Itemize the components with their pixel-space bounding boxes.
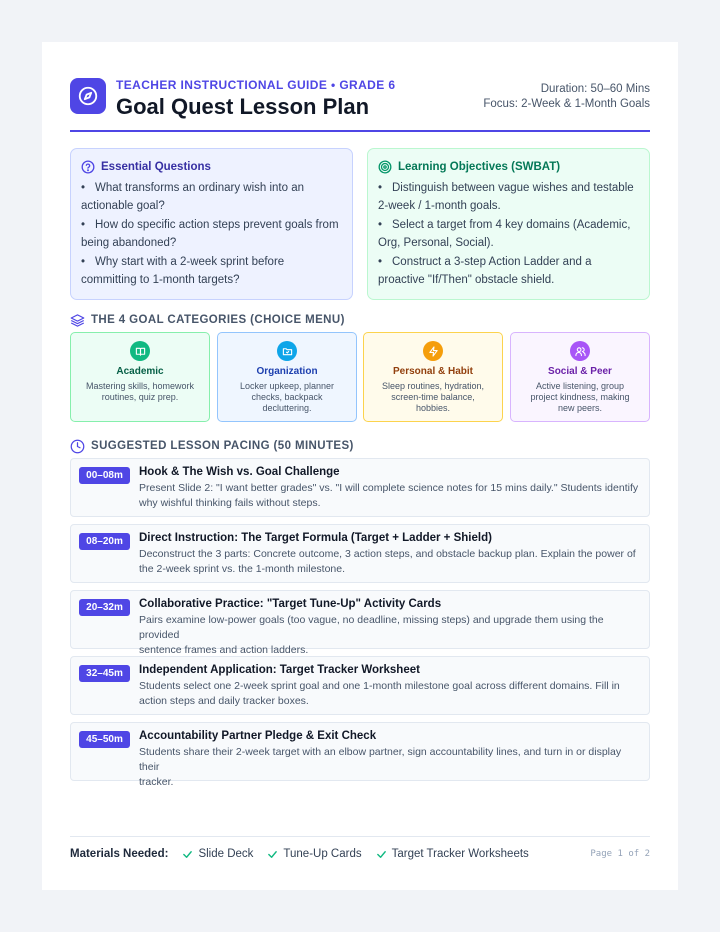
objective-text: Select a target from 4 key domains (Academic, Org, Personal, Social). — [378, 219, 631, 249]
description-line: hobbies. — [415, 403, 451, 413]
category-description — [71, 381, 209, 403]
category-description — [218, 381, 356, 414]
pacing-heading — [70, 438, 354, 454]
header-divider — [70, 130, 650, 132]
material-item — [182, 848, 253, 860]
learning-objectives-heading — [378, 159, 639, 175]
description-line: Deconstruct the 3 parts: Concrete outcome, 3 action steps, and obstacle backup plan. Explain the power of — [139, 548, 636, 560]
pacing-item-description — [139, 613, 643, 658]
clock-icon — [70, 439, 85, 454]
material-label: Slide Deck — [198, 848, 254, 860]
description-line: why wishful thinking fails without steps. — [139, 497, 321, 509]
description-line: new peers. — [557, 403, 603, 413]
description-line: project kindness, making — [530, 392, 630, 402]
material-label: Target Tracker Worksheets — [391, 848, 529, 860]
objective-text: Construct a 3-step Action Ladder and a proactive "If/Then" obstacle shield. — [378, 256, 592, 286]
description-line: tracker. — [139, 776, 174, 788]
pacing-item-title: Hook & The Wish vs. Goal Challenge — [139, 466, 340, 478]
category-card-social-peer — [510, 332, 650, 422]
description-line: Mastering skills, homework — [85, 381, 195, 391]
pacing-item — [70, 458, 650, 517]
list-item: • Distinguish between vague wishes and testable 2-week / 1-month goals. — [378, 182, 634, 212]
essential-questions-list — [81, 179, 342, 289]
pacing-item-title: Accountability Partner Pledge & Exit Check — [139, 730, 377, 742]
pacing-item — [70, 656, 650, 715]
time-badge: 08–20m — [79, 533, 130, 550]
folder-icon — [277, 341, 297, 361]
description-line: Active listening, group — [535, 381, 625, 391]
target-icon — [378, 160, 392, 174]
category-name: Personal & Habit — [392, 366, 474, 377]
list-item: • How do specific action steps prevent goals from being abandoned? — [81, 219, 339, 249]
users-icon — [570, 341, 590, 361]
objective-text: Distinguish between vague wishes and testable 2-week / 1-month goals. — [378, 182, 634, 212]
time-badge: 45–50m — [79, 731, 130, 748]
goal-categories — [70, 332, 650, 422]
guide-kicker: TEACHER INSTRUCTIONAL GUIDE • GRADE 6 — [116, 78, 396, 92]
pacing-item-description — [139, 745, 643, 790]
categories-heading — [70, 312, 345, 328]
question-text: How do specific action steps prevent goals from being abandoned? — [81, 219, 339, 249]
overview-boxes — [70, 148, 650, 300]
category-description — [364, 381, 502, 414]
category-card-academic — [70, 332, 210, 422]
category-name: Social & Peer — [548, 366, 612, 377]
material-item — [376, 848, 529, 860]
question-circle-icon — [81, 160, 95, 174]
duration-text: Duration: 50–60 Mins — [540, 83, 650, 95]
category-name: Organization — [256, 366, 318, 377]
compass-icon — [70, 78, 106, 114]
description-line: routines, quiz prep. — [101, 392, 179, 402]
learning-objectives-box — [367, 148, 650, 300]
essential-questions-box — [70, 148, 353, 300]
list-item: • Why start with a 2-week sprint before committing to 1-month targets? — [81, 256, 285, 286]
check-icon — [267, 849, 278, 860]
focus-text: Focus: 2-Week & 1-Month Goals — [483, 98, 650, 110]
description-line: sentence frames and action ladders. — [139, 644, 309, 656]
pacing-title: SUGGESTED LESSON PACING (50 MINUTES) — [91, 440, 354, 452]
header — [70, 76, 650, 130]
pacing-item-description — [139, 481, 643, 511]
pacing-item-description — [139, 547, 643, 577]
page-title: Goal Quest Lesson Plan — [116, 94, 370, 119]
learning-objectives-title: Learning Objectives (SWBAT) — [398, 161, 561, 173]
essential-questions-title: Essential Questions — [101, 161, 211, 173]
description-line: Sleep routines, hydration, — [381, 381, 485, 391]
pacing-item-title: Collaborative Practice: "Target Tune-Up" Activity Cards — [139, 598, 442, 610]
list-item: • Construct a 3-step Action Ladder and a proactive "If/Then" obstacle shield. — [378, 256, 592, 286]
layers-icon — [70, 313, 85, 328]
description-line: Present Slide 2: "I want better grades" vs. "I will complete science notes for 15 mins daily." Students identify — [139, 482, 639, 494]
bolt-icon — [423, 341, 443, 361]
time-badge: 32–45m — [79, 665, 130, 682]
description-line: screen-time balance, — [391, 392, 475, 402]
lesson-plan-page — [42, 42, 678, 890]
footer — [70, 846, 650, 862]
pacing-item — [70, 590, 650, 656]
page-content — [70, 76, 650, 860]
check-icon — [376, 849, 387, 860]
description-line: Pairs examine low-power goals (too vague, no deadline, missing steps) and upgrade them using the provided — [139, 614, 604, 641]
list-item: • Select a target from 4 key domains (Academic, Org, Personal, Social). — [378, 219, 631, 249]
learning-objectives-list — [378, 179, 639, 289]
category-description — [511, 381, 649, 414]
check-icon — [182, 849, 193, 860]
footer-divider — [70, 836, 650, 837]
description-line: Students select one 2-week sprint goal and one 1-month milestone goal across different domains. Fill in — [139, 680, 620, 692]
materials-label: Materials Needed: — [70, 848, 169, 860]
pacing-item-title: Independent Application: Target Tracker Worksheet — [139, 664, 420, 676]
description-line: Locker upkeep, planner — [239, 381, 335, 391]
question-text: What transforms an ordinary wish into an actionable goal? — [81, 182, 305, 212]
book-icon — [130, 341, 150, 361]
pacing-item-title: Direct Instruction: The Target Formula (Target + Ladder + Shield) — [139, 532, 492, 544]
list-item: • What transforms an ordinary wish into an actionable goal? — [81, 182, 305, 212]
pacing-item — [70, 722, 650, 788]
time-badge: 20–32m — [79, 599, 130, 616]
description-line: the 2-week sprint vs. the 1-month milestone. — [139, 563, 346, 575]
lesson-meta — [483, 82, 650, 112]
material-label: Tune-Up Cards — [283, 848, 362, 860]
material-item — [267, 848, 361, 860]
category-name: Academic — [116, 366, 164, 377]
question-text: Why start with a 2-week sprint before committing to 1-month targets? — [81, 256, 285, 286]
categories-title: THE 4 GOAL CATEGORIES (CHOICE MENU) — [91, 314, 345, 326]
description-line: Students share their 2-week target with an elbow partner, sign accountability lines, and turn in or display their — [139, 746, 622, 773]
category-card-personal-habit — [363, 332, 503, 422]
page-number: Page 1 of 2 — [590, 849, 650, 859]
description-line: action steps and daily tracker boxes. — [139, 695, 309, 707]
pacing-item-description — [139, 679, 643, 709]
category-card-organization — [217, 332, 357, 422]
time-badge: 00–08m — [79, 467, 130, 484]
description-line: checks, backpack — [251, 392, 323, 402]
pacing-item — [70, 524, 650, 583]
description-line: decluttering. — [262, 403, 312, 413]
essential-questions-heading — [81, 159, 342, 175]
